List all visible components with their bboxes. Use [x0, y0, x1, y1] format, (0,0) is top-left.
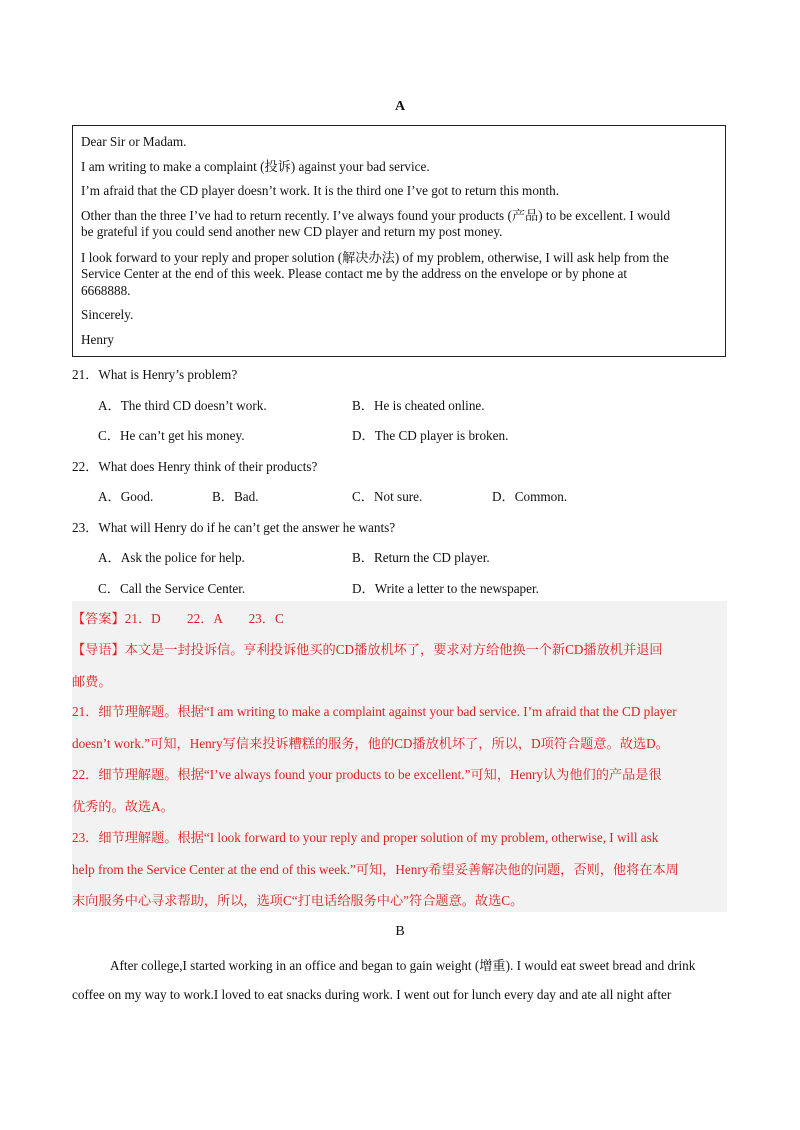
guide-text: 本文是一封投诉信。亨利投诉他买的CD播放机坏了，要求对方给他换一个新CD播放机并退回 — [124, 642, 663, 657]
answer-values: 21．D 22．A 23．C — [124, 611, 284, 626]
guide-line — [72, 639, 727, 658]
explanation-21: 21．细节理解题。根据“I am writing to make a complaint against your bad service. I’m afraid that the CD player — [72, 704, 677, 719]
answer-explanation-box — [72, 601, 727, 912]
explanation-22-cont: 优秀的。故选A。 — [72, 799, 174, 814]
letter-line: 6668888. — [81, 283, 131, 298]
option-21-a: A．The third CD doesn’t work. — [98, 398, 267, 413]
letter-line: Other than the three I’ve had to return recently. I’ve always found your products (产品) to be excellent. I would — [81, 208, 671, 223]
explanation-23-cont2: 末向服务中心寻求帮助，所以，选项C“打电话给服务中心”符合题意。故选C。 — [72, 893, 524, 908]
answer-label: 【答案】 — [72, 611, 125, 626]
guide-text-cont: 邮费。 — [72, 674, 112, 689]
answer-line — [72, 608, 727, 627]
option-21-b: B．He is cheated online. — [352, 398, 485, 413]
letter-greeting: Dear Sir or Madam. — [81, 134, 187, 149]
option-23-b: B．Return the CD player. — [352, 550, 490, 565]
letter-line: Service Center at the end of this week. Please contact me by the address on the envelope or by phone at — [81, 266, 627, 281]
letter-line: I look forward to your reply and proper solution (解决办法) of my problem, otherwise, I will ask help from the — [81, 250, 669, 265]
letter-closing: Sincerely. — [81, 307, 134, 322]
section-b-paragraph-line: After college,I started working in an office and began to gain weight (增重). I would eat sweet bread and drink — [110, 958, 696, 973]
letter-signature: Henry — [81, 332, 114, 347]
explanation-21-cont: doesn’t work.”可知，Henry写信来投诉糟糕的服务，他的CD播放机坏了，所以，D项符合题意。故选D。 — [72, 736, 669, 751]
section-b-title: B — [395, 924, 405, 939]
question-21: 21．What is Henry’s problem? — [72, 367, 238, 382]
explanation-23-cont: help from the Service Center at the end of this week.”可知，Henry希望妥善解决他的问题，否则，他将在本周 — [72, 862, 679, 877]
option-22-d: D．Common. — [492, 489, 568, 504]
section-b-paragraph-line: coffee on my way to work.I loved to eat snacks during work. I went out for lunch every day and ate all night after — [72, 987, 672, 1002]
explanation-23: 23．细节理解题。根据“I look forward to your reply and proper solution of my problem, otherwise, I will ask — [72, 830, 659, 845]
option-23-d: D．Write a letter to the newspaper. — [352, 581, 539, 596]
guide-label: 【导语】 — [72, 642, 125, 657]
explanation-22: 22．细节理解题。根据“I’ve always found your products to be excellent.”可知，Henry认为他们的产品是很 — [72, 767, 662, 782]
letter-line: be grateful if you could send another new CD player and return my post money. — [81, 224, 503, 239]
option-22-c: C．Not sure. — [352, 489, 423, 504]
section-a-title: A — [394, 99, 406, 114]
option-21-c: C．He can’t get his money. — [98, 428, 245, 443]
letter-line: I am writing to make a complaint (投诉) against your bad service. — [81, 159, 430, 174]
letter-box — [72, 125, 726, 357]
question-23: 23．What will Henry do if he can’t get the answer he wants? — [72, 520, 396, 535]
option-23-a: A．Ask the police for help. — [98, 550, 245, 565]
option-22-b: B．Bad. — [212, 489, 259, 504]
option-21-d: D．The CD player is broken. — [352, 428, 509, 443]
letter-line: I’m afraid that the CD player doesn’t work. It is the third one I’ve got to return this month. — [81, 183, 560, 198]
question-22: 22．What does Henry think of their products? — [72, 459, 318, 474]
option-23-c: C．Call the Service Center. — [98, 581, 246, 596]
option-22-a: A．Good. — [98, 489, 154, 504]
